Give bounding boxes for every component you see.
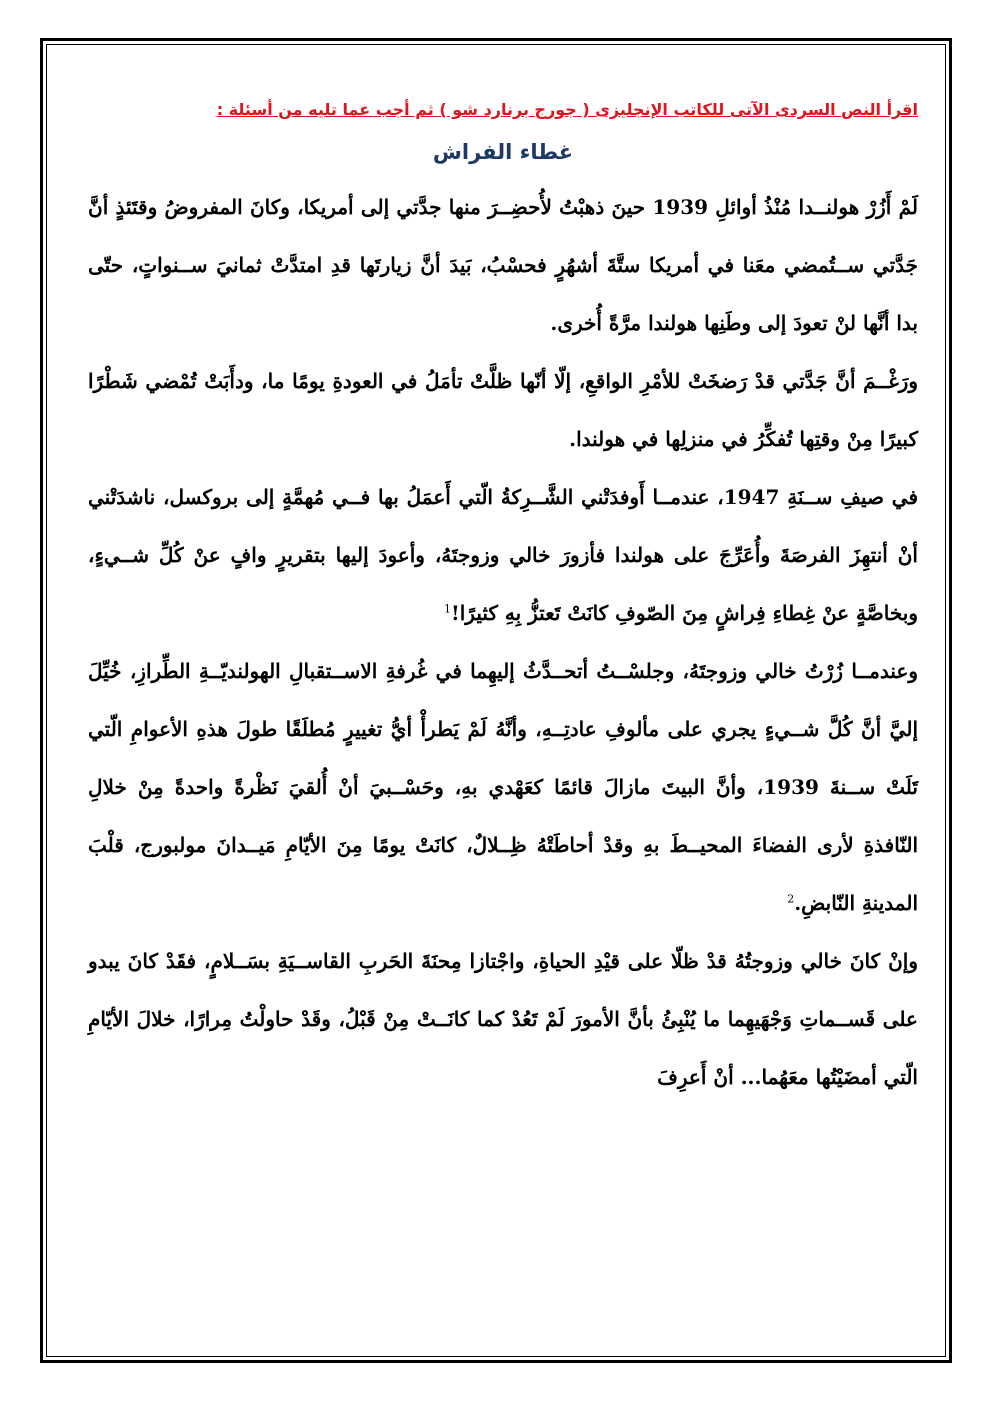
paragraph-3 bbox=[88, 468, 918, 642]
story-title: غطاء الفراش bbox=[432, 140, 574, 164]
paragraph-text: في صيفِ ســنَةِ 1947، عندمــا أَوفدَتْني الشَّــرِكةُ الّتي أَعمَلُ بها فــي مُهمَّةٍ إلى بروكسل، ناشدَتْني أنْ أنتهِزَ الفرصَةَ وأُعَرِّجَ على هولندا فأزورَ خالي وزوجتَهُ، وأعودَ إليها بتقريرٍ وافٍ عنْ كُلِّ شــيءٍ، وبخاصَّةٍ عنْ غِطاءِ فِراشٍ مِنَ الصّوفِ كانَتْ تَعتزُّ بِهِ كثيرًا! bbox=[88, 485, 919, 625]
paragraph-2 bbox=[88, 352, 918, 468]
footnote-marker: 1 bbox=[443, 602, 451, 616]
instruction-heading: اقرأ النص السردى الآتى للكاتب الإنجليزى ( جورج برنارد شو ) ثم أجب عما تليه من أسئلة : bbox=[216, 100, 918, 119]
document-body bbox=[88, 96, 918, 1106]
paragraph-1 bbox=[88, 178, 918, 352]
paragraph-5 bbox=[88, 932, 918, 1106]
paragraph-text: وعندمــا زُرْتُ خالي وزوجتَهُ، وجلسْــتُ أتحــدَّثُ إليهِما في غُرفةِ الاســتقبالِ الهولنديّــةِ الطِّرازِ، خُيِّلَ إليَّ أنَّ كُلَّ شــيءٍ يجري على مألوفِ عادتِــهِ، وأنَّهُ لَمْ يَطرأْ أيُّ تغييرٍ مُطلَقًا طولَ هذهِ الأعوامِ الّتي تَلَتْ ســنةَ 1939، وأنَّ البيتَ مازالَ قائمًا كعَهْدي بهِ، وحَسْــبيَ أنْ أُلقيَ نَظْرةً واحدةً مِنْ خلالِ النّافذةِ لأرى الفضاءَ المحيــطَ بهِ وقدْ أحاطَتْهُ ظِــلالٌ، كانَتْ يومًا مِنَ الأيّامِ مَيــدانَ مولبورج، قلْبَ المدينةِ النّابضِ. bbox=[88, 659, 918, 915]
paragraph-text: ورَغْــمَ أنَّ جَدَّتي قدْ رَضخَتْ للأمْرِ الواقعِ، إلّا أنّها ظلَّتْ تأمَلُ في العودةِ يومًا ما، ودأَبَتْ تُمْضي شَطْرًا كبيرًا مِنْ وقتِها تُفكِّرُ في منزلِها في هولندا. bbox=[88, 369, 918, 451]
paragraph-text: وإنْ كانَ خالي وزوجتُهُ قدْ ظلّا على قيْدِ الحياةِ، واجْتازا مِحنَةَ الحَربِ القاســيَةِ بسَــلامٍ، فقَدْ كانَ يبدو على قَســماتِ وَجْهَيهِما ما يُنْبِئُ بأنَّ الأمورَ لَمْ تَعُدْ كما كانَــتْ مِنْ قَبْلُ، وقَدْ حاولْتُ مِرارًا، خلالَ الأيّامِ الّتي أمضَيْتُها معَهُما... أنْ أَعرِفَ bbox=[88, 949, 918, 1089]
paragraph-4 bbox=[88, 642, 918, 932]
paragraph-text: لَمْ أَزُرْ هولنــدا مُنْذُ أوائلِ 1939 حينَ ذهبْتُ لأُحضِــرَ منها جدَّتي إلى أمريكا، وكانَ المفروضُ وقتَئذٍ أنَّ جَدَّتي ســتُمضي معَنا في أمريكا ستَّةَ أشهُرٍ فحسْبُ، بَيدَ أنَّ زيارتَها قدِ امتدَّتْ ثمانيَ ســنواتٍ، حتّى بدا أنَّها لنْ تعودَ إلى وطَنِها هولندا مرَّةً أُخرى. bbox=[88, 195, 918, 335]
footnote-marker: 2 bbox=[787, 892, 795, 906]
